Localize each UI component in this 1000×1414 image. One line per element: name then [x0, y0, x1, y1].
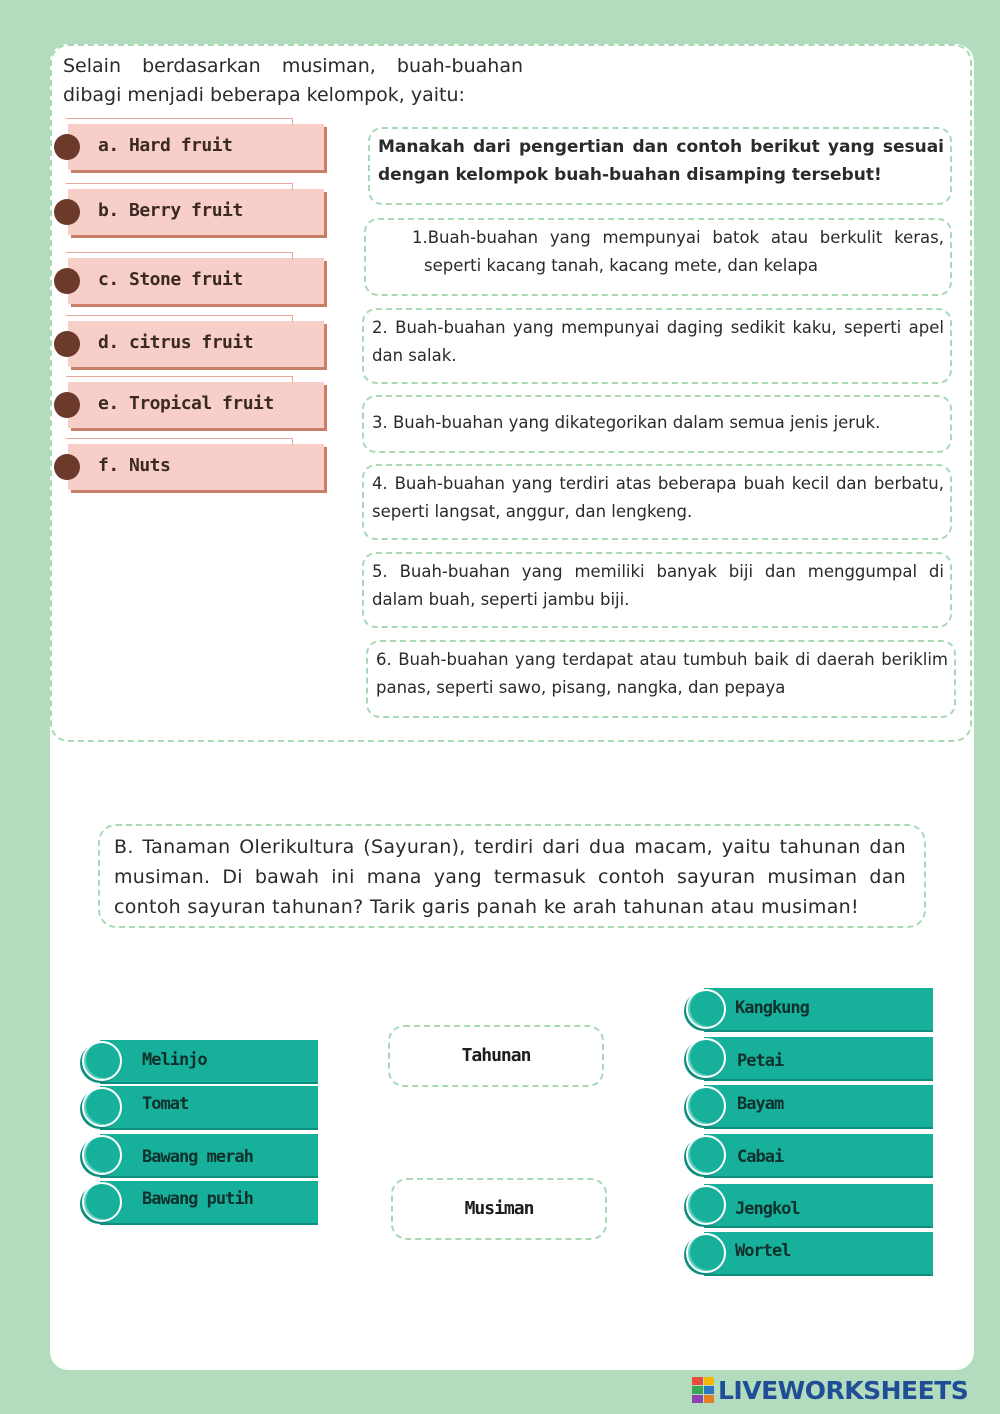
definition-4[interactable]: 4. Buah-buahan yang terdiri atas beberapa buah kecil dan berbatu, seperti langsat, anggur, dan lengkeng. [362, 464, 952, 540]
target-tahunan[interactable]: Tahunan [388, 1025, 604, 1087]
veg-kangkung[interactable] [704, 988, 933, 1030]
connector-circle[interactable] [82, 1135, 122, 1175]
intro-line-1: Selain berdasarkan musiman, buah-buahan [63, 55, 523, 77]
fruit-group-tropical[interactable] [68, 382, 324, 428]
fruit-group-nuts[interactable] [68, 444, 324, 490]
connector-dot[interactable] [54, 392, 80, 418]
veg-label: Wortel [735, 1241, 791, 1261]
fruit-group-label: a. Hard fruit [98, 135, 233, 156]
veg-cabai[interactable] [704, 1134, 933, 1176]
connector-dot[interactable] [54, 199, 80, 225]
veg-label: Kangkung [735, 998, 809, 1018]
intro-text [63, 52, 523, 110]
liveworksheets-icon [692, 1377, 714, 1403]
intro-line-2: dibagi menjadi beberapa kelompok, yaitu: [63, 84, 465, 106]
section-a-instruction: Manakah dari pengertian dan contoh berikut yang sesuai dengan kelompok buah-buahan disamping tersebut! [368, 127, 952, 205]
veg-tomat[interactable] [100, 1086, 318, 1128]
connector-circle[interactable] [686, 1135, 726, 1175]
veg-petai[interactable] [704, 1037, 933, 1079]
veg-label: Cabai [737, 1147, 784, 1167]
fruit-group-label: b. Berry fruit [98, 200, 243, 221]
connector-circle[interactable] [686, 1086, 726, 1126]
veg-bawang-merah[interactable] [100, 1134, 318, 1176]
veg-melinjo[interactable] [100, 1040, 318, 1082]
fruit-group-berry[interactable] [68, 189, 324, 235]
connector-dot[interactable] [54, 331, 80, 357]
definition-text: 1.Buah-buahan yang mempunyai batok atau berkulit keras, seperti kacang tanah, kacang mete, dan kelapa [412, 228, 944, 275]
connector-circle[interactable] [686, 1233, 726, 1273]
brand-name: LIVEWORKSHEETS [718, 1375, 969, 1405]
connector-dot[interactable] [54, 268, 80, 294]
veg-label: Melinjo [142, 1050, 207, 1070]
fruit-group-label: c. Stone fruit [98, 269, 243, 290]
fruit-group-label: f. Nuts [98, 455, 171, 476]
definition-2[interactable]: 2. Buah-buahan yang mempunyai daging sedikit kaku, seperti apel dan salak. [362, 308, 952, 384]
section-b-instruction: B. Tanaman Olerikultura (Sayuran), terdiri dari dua macam, yaitu tahunan dan musiman. Di bawah ini mana yang termasuk contoh sayuran musiman dan contoh sayuran tahunan? Tarik garis panah ke arah tahunan atau musiman! [98, 824, 926, 928]
connector-circle[interactable] [686, 1038, 726, 1078]
veg-label: Jengkol [735, 1199, 800, 1219]
connector-dot[interactable] [54, 454, 80, 480]
fruit-group-hard[interactable] [68, 124, 324, 170]
veg-jengkol[interactable] [704, 1184, 933, 1226]
connector-circle[interactable] [82, 1182, 122, 1222]
veg-label: Petai [737, 1051, 784, 1071]
veg-label: Bawang putih [142, 1189, 253, 1209]
fruit-group-citrus[interactable] [68, 321, 324, 367]
target-musiman[interactable]: Musiman [391, 1178, 607, 1240]
definition-6[interactable]: 6. Buah-buahan yang terdapat atau tumbuh baik di daerah beriklim panas, seperti sawo, pisang, nangka, dan pepaya [366, 640, 956, 718]
veg-bayam[interactable] [704, 1085, 933, 1127]
connector-circle[interactable] [686, 989, 726, 1029]
veg-label: Bawang merah [142, 1147, 253, 1167]
fruit-group-label: d. citrus fruit [98, 332, 254, 353]
connector-dot[interactable] [54, 134, 80, 160]
definition-5[interactable]: 5. Buah-buahan yang memiliki banyak biji dan menggumpal di dalam buah, seperti jambu biji. [362, 552, 952, 628]
veg-label: Bayam [737, 1094, 784, 1114]
fruit-group-label: e. Tropical fruit [98, 393, 274, 414]
connector-circle[interactable] [686, 1185, 726, 1225]
definition-3[interactable]: 3. Buah-buahan yang dikategorikan dalam semua jenis jeruk. [362, 395, 952, 453]
veg-label: Tomat [142, 1094, 189, 1114]
connector-circle[interactable] [82, 1087, 122, 1127]
veg-wortel[interactable] [704, 1232, 933, 1274]
veg-bawang-putih[interactable] [100, 1181, 318, 1223]
liveworksheets-logo [692, 1374, 968, 1406]
fruit-group-stone[interactable] [68, 258, 324, 304]
connector-circle[interactable] [82, 1041, 122, 1081]
definition-1[interactable] [364, 218, 952, 296]
